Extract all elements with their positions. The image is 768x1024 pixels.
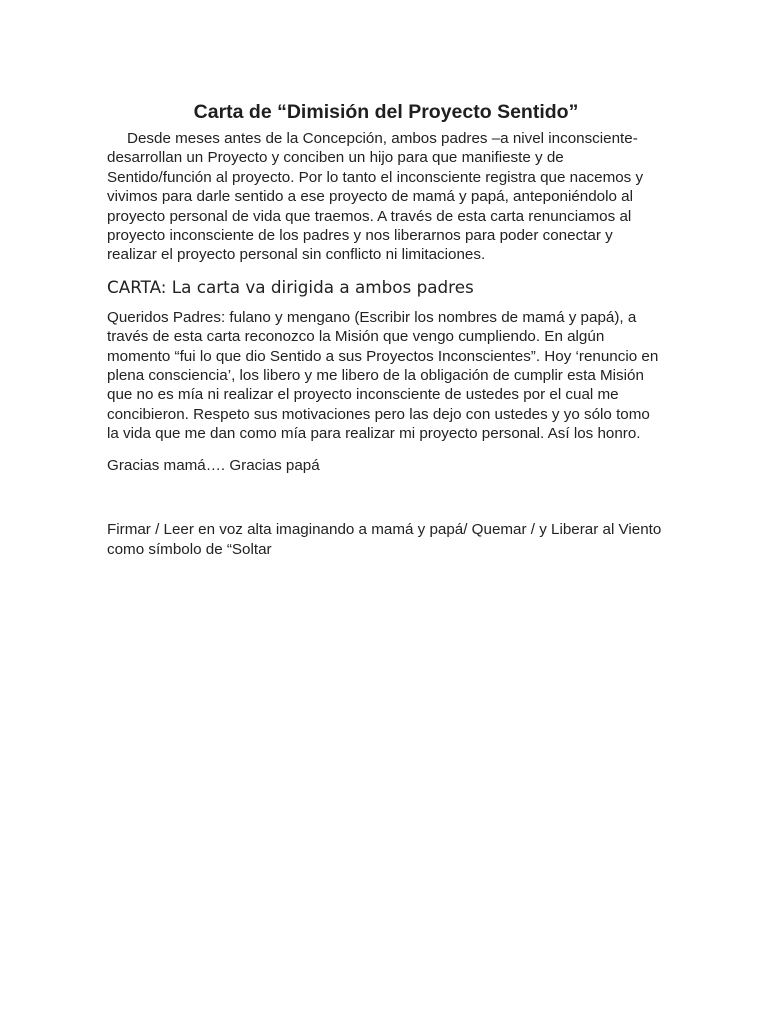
letter-body-paragraph: Queridos Padres: fulano y mengano (Escribir los nombres de mamá y papá), a través de esta carta reconozco la Misión que vengo cumpliendo. En algún momento “fui lo que dio Sentido a sus Proyectos Inconscientes”. Hoy ‘renuncio en plena consciencia’, los libero y me libero de la obligación de cumplir esta Misión que no es mía ni realizar el proyecto inconsciente de ustedes por el cual me concibieron. Respeto sus motivaciones pero las dejo con ustedes y yo sólo tomo la vida que me dan como mía para realizar mi proyecto personal. Así los honro.	[107, 308, 659, 443]
instructions-paragraph: Firmar / Leer en voz alta imaginando a mamá y papá/ Quemar / y Liberar al Viento como símbolo de “Soltar	[107, 521, 662, 558]
letter-heading: CARTA: La carta va dirigida a ambos padres	[107, 276, 474, 297]
thanks-line: Gracias mamá…. Gracias papá	[107, 456, 320, 474]
intro-paragraph: Desde meses antes de la Concepción, ambos padres –a nivel inconsciente- desarrollan un Proyecto y conciben un hijo para que manifieste y de Sentido/función al proyecto. Por lo tanto el inconsciente registra que nacemos y vivimos para darle sentido a ese proyecto de mamá y papá, anteponiéndolo al proyecto personal de vida que traemos. A través de esta carta renunciamos al proyecto inconsciente de los padres y nos liberarnos para poder conectar y realizar el proyecto personal sin conflicto ni limitaciones.	[107, 130, 644, 264]
document-title: Carta de “Dimisión del Proyecto Sentido”	[193, 101, 579, 123]
document-content	[107, 96, 665, 559]
